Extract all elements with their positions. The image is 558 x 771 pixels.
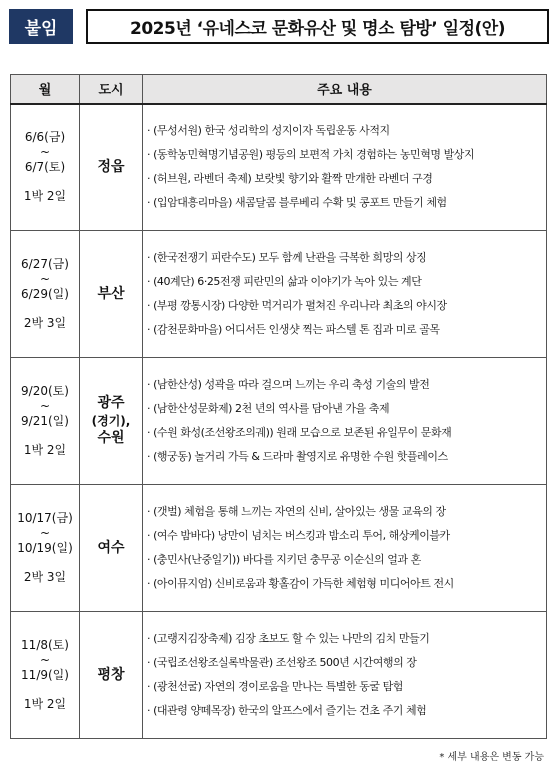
- list-item: · (광천선굴) 자연의 경이로움을 만나는 특별한 동굴 탐험: [147, 680, 403, 693]
- city-cell: [80, 485, 143, 612]
- city-name: 부산: [97, 285, 125, 302]
- start-date: 11/8(토): [21, 638, 69, 652]
- duration: 2박 3일: [23, 570, 67, 584]
- duration: 1박 2일: [23, 189, 67, 204]
- list-item: · (허브원, 라벤더 축제) 보랏빛 향기와 활짝 만개한 라벤더 구경: [147, 172, 433, 186]
- duration: 1박 2일: [23, 697, 67, 711]
- header-month: 월: [11, 75, 80, 104]
- city-name: 평창: [97, 666, 125, 683]
- city-name: 정읍: [97, 158, 125, 175]
- list-item: · (감천문화마을) 어디서든 인생샷 찍는 파스텔 톤 집과 미로 골목: [147, 323, 440, 336]
- content-cell: [143, 358, 547, 485]
- end-date: 6/7(토): [24, 160, 66, 175]
- list-item: · (갯벌) 체험을 통해 느끼는 자연의 신비, 살아있는 생물 교육의 장: [147, 505, 446, 518]
- date-cell: [11, 231, 80, 358]
- city-name: 광주: [97, 395, 125, 411]
- city-region: (경기),: [91, 414, 131, 428]
- table-row: [11, 358, 547, 485]
- date-cell: [11, 358, 80, 485]
- content-cell: [143, 612, 547, 739]
- table-row: [11, 485, 547, 612]
- list-item: · (행궁동) 놀거리 가득 & 드라마 촬영지로 유명한 수원 핫플레이스: [147, 450, 448, 463]
- duration: 1박 2일: [23, 443, 67, 457]
- list-item: · (수원 화성(조선왕조의궤)) 원래 모습으로 보존된 유일무이 문화재: [147, 426, 452, 439]
- page-title: 2025년 ‘유네스코 문화유산 및 명소 탐방’ 일정(안): [86, 9, 549, 44]
- list-item: · (대관령 양떼목장) 한국의 알프스에서 즐기는 건초 주기 체험: [147, 704, 427, 717]
- list-item: · (아이뮤지엄) 신비로움과 황홀감이 가득한 체험형 미디어아트 전시: [147, 577, 454, 590]
- table-row: [11, 104, 547, 231]
- date-tilde: ~: [39, 399, 51, 413]
- list-item: · (무성서원) 한국 성리학의 성지이자 독립운동 사적지: [147, 124, 390, 138]
- date-cell: [11, 104, 80, 231]
- list-item: · (동학농민혁명기념공원) 평등의 보편적 가치 경험하는 농민혁명 발상지: [147, 148, 475, 162]
- table-row: [11, 231, 547, 358]
- city-name: 수원: [97, 430, 125, 446]
- end-date: 6/29(일): [21, 287, 69, 301]
- header-city: 도시: [80, 75, 143, 104]
- list-item: · (한국전쟁기 피란수도) 모두 함께 난관을 극복한 희망의 상징: [147, 251, 427, 264]
- list-item: · (여수 밤바다) 낭만이 넘치는 버스킹과 밤소리 투어, 해상케이블카: [147, 529, 450, 542]
- duration: 2박 3일: [23, 316, 67, 330]
- content-cell: [143, 231, 547, 358]
- start-date: 6/27(금): [21, 257, 69, 271]
- list-item: · (40계단) 6·25전쟁 피란민의 삶과 이야기가 녹아 있는 계단: [147, 275, 422, 288]
- table-row: [11, 612, 547, 739]
- date-tilde: ~: [39, 653, 51, 667]
- city-name: 여수: [97, 539, 125, 556]
- start-date: 6/6(금): [24, 130, 66, 145]
- table-header-row: [11, 75, 547, 104]
- content-cell: [143, 104, 547, 231]
- footnote: * 세부 내용은 변동 가능: [439, 752, 544, 763]
- list-item: · (부평 깡통시장) 다양한 먹거리가 펼쳐진 우리나라 최초의 야시장: [147, 299, 447, 312]
- header-content: 주요 내용: [143, 75, 547, 104]
- list-item: · (고랭지김장축제) 김장 초보도 할 수 있는 나만의 김치 만들기: [147, 632, 430, 645]
- date-cell: [11, 612, 80, 739]
- date-tilde: ~: [39, 145, 51, 160]
- header: [9, 9, 549, 44]
- attachment-tag: 붙임: [9, 9, 73, 44]
- date-tilde: ~: [39, 272, 51, 286]
- list-item: · (남한산성) 성곽을 따라 걸으며 느끼는 우리 축성 기술의 발전: [147, 378, 430, 391]
- list-item: · (남한산성문화제) 2천 년의 역사를 담아낸 가을 축제: [147, 402, 390, 415]
- start-date: 10/17(금): [17, 511, 73, 525]
- end-date: 10/19(일): [17, 541, 73, 555]
- list-item: · (충민사(난중일기)) 바다를 지키던 충무공 이순신의 얼과 혼: [147, 553, 421, 566]
- list-item: · (입암대흥리마을) 새콤달콤 블루베리 수확 및 콩포트 만들기 체험: [147, 196, 447, 210]
- city-cell: [80, 104, 143, 231]
- schedule-table: [10, 74, 547, 739]
- date-tilde: ~: [39, 526, 51, 540]
- end-date: 11/9(일): [21, 668, 69, 682]
- city-cell: [80, 231, 143, 358]
- date-cell: [11, 485, 80, 612]
- city-cell: [80, 612, 143, 739]
- city-cell: [80, 358, 143, 485]
- content-cell: [143, 485, 547, 612]
- end-date: 9/21(일): [21, 414, 69, 428]
- start-date: 9/20(토): [21, 384, 69, 398]
- list-item: · (국립조선왕조실록박물관) 조선왕조 500년 시간여행의 장: [147, 656, 417, 669]
